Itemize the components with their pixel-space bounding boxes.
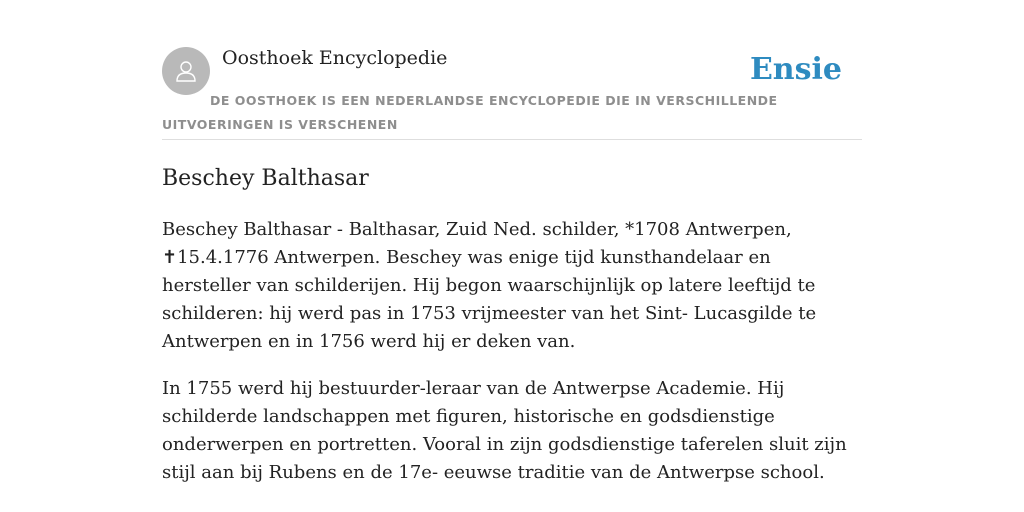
- page: [162, 0, 862, 483]
- user-silhouette-icon: [172, 57, 200, 85]
- article-title: Beschey Balthasar: [162, 166, 369, 191]
- header: [162, 0, 862, 140]
- brand-logo[interactable]: Ensie: [749, 52, 842, 87]
- site-title[interactable]: Oosthoek Encyclopedie: [222, 47, 448, 69]
- article-paragraph: In 1755 werd hij bestuurder-leraar van de Antwerpse Academie. Hij schilderde landschappen met figuren, historische en godsdienstige onderwerpen en portretten. Vooral in zijn godsdienstige taferelen sluit zijn stijl aan bij Rubens en de 17e- eeuwse traditie van de Antwerpse school.: [162, 378, 847, 483]
- article-paragraph: Beschey Balthasar - Balthasar, Zuid Ned. schilder, *1708 Antwerpen, ✝15.4.1776 Antwerpen. Beschey was enige tijd kunsthandelaar en hersteller van schilderijen. Hij begon waarschijnlijk op latere leeftijd te schilderen: hij werd pas in 1753 vrijmeester van het Sint- Lucasgilde te Antwerpen en in 1756 werd hij er deken van.: [162, 219, 817, 352]
- site-tagline: DE OOSTHOEK IS EEN NEDERLANDSE ENCYCLOPEDIE DIE IN VERSCHILLENDE UITVOERINGEN IS VERSCHENEN: [162, 93, 778, 132]
- article-body: [162, 216, 862, 506]
- avatar[interactable]: [162, 47, 210, 95]
